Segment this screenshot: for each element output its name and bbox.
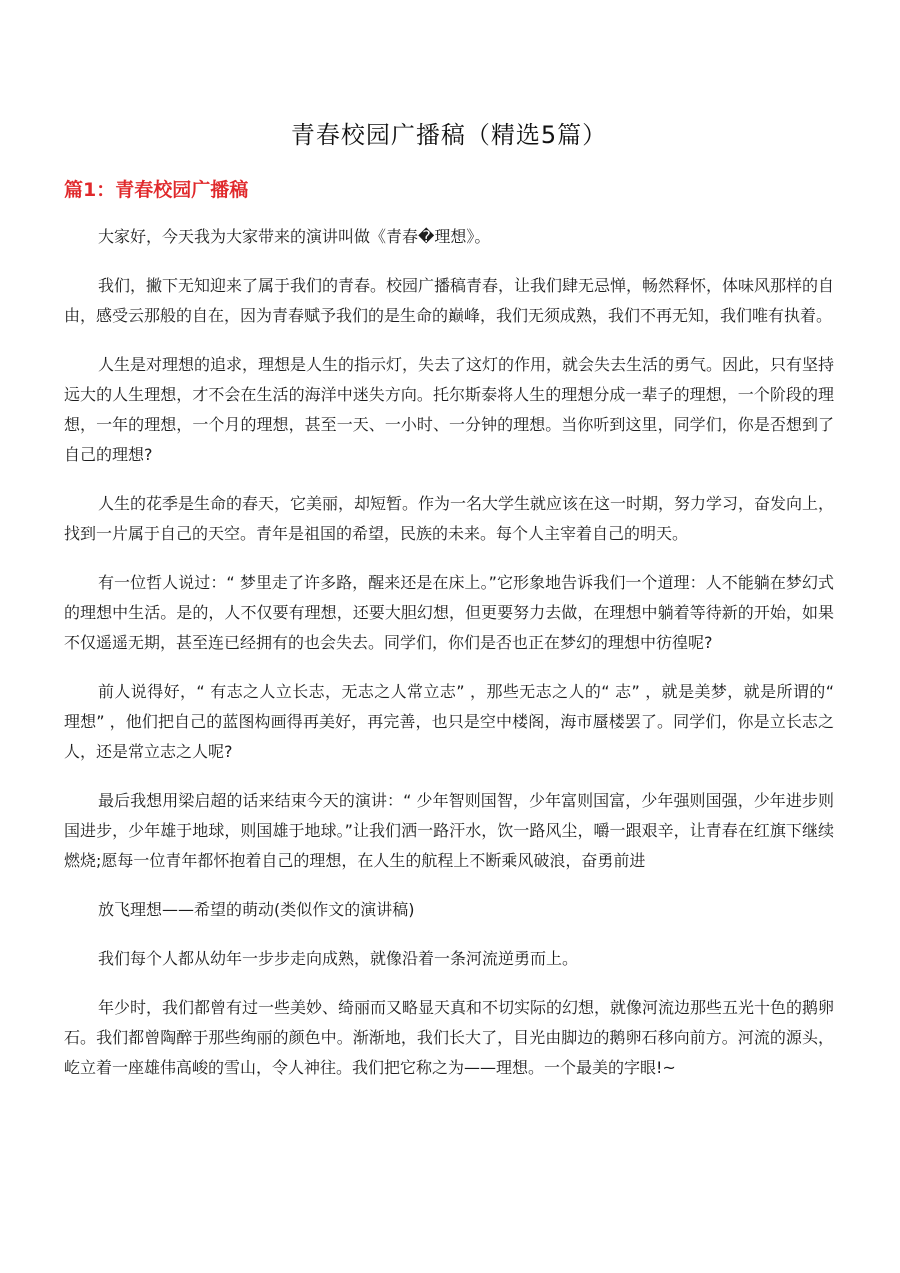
paragraph-ideal-pursuit: 人生是对理想的追求，理想是人生的指示灯，失去了这灯的作用，就会失去生活的勇气。因此，只有坚持远大的人生理想，才不会在生活的海洋中迷失方向。托尔斯泰将人生的理想分成一辈子的理想，一个阶段的理想，一年的理想，一个月的理想，甚至一天、一小时、一分钟的理想。当你听到这里，同学们，你是否想到了自己的理想?: [64, 355, 835, 464]
paragraph-liang-qichao: 最后我想用梁启超的话来结束今天的演讲：“ 少年智则国智，少年富则国富，少年强则国强，少年进步则国进步，少年雄于地球，则国雄于地球。”让我们洒一路汗水，饮一路风尘，嚼一跟艰辛，让青春在红旗下继续燃烧;愿每一位青年都怀抱着自己的理想，在人生的航程上不断乘风破浪，奋勇前进: [64, 791, 834, 870]
paragraph-pebbles: 年少时，我们都曾有过一些美妙、绮丽而又略显天真和不切实际的幻想，就像河流边那些五光十色的鹅卵石。我们都曾陶醉于那些绚丽的颜色中。渐渐地，我们长大了，目光由脚边的鹅卵石移向前方。河流的源头，屹立着一座雄伟高峻的雪山，令人神往。我们把它称之为——理想。一个最美的字眼!~: [64, 998, 835, 1077]
section-heading: 篇1：青春校园广播稿: [64, 179, 249, 201]
paragraph-greeting: 大家好，今天我为大家带来的演讲叫做《青春�理想》。: [98, 227, 491, 246]
paragraph-youth: 我们，撇下无知迎来了属于我们的青春。校园广播稿青春，让我们肆无忌惮，畅然释怀，体味风那样的自由，感受云那般的自在，因为青春赋予我们的是生命的巅峰，我们无须成熟，我们不再无知，我们唯有执着。: [64, 276, 835, 325]
document-title: 青春校园广播稿（精选5篇）: [290, 121, 608, 149]
paragraph-subtitle: 放飞理想——希望的萌动(类似作文的演讲稿): [98, 900, 415, 919]
paragraph-philosopher-quote: 有一位哲人说过：“ 梦里走了许多路，醒来还是在床上。”它形象地告诉我们一个道理：人不能躺在梦幻式的理想中生活。是的，人不仅要有理想，还要大胆幻想，但更要努力去做，在理想中躺着等待新的开始，如果不仅遥遥无期，甚至连已经拥有的也会失去。同学们，你们是否也正在梦幻的理想中彷徨呢?: [64, 573, 834, 652]
paragraph-spring-of-life: 人生的花季是生命的春天，它美丽，却短暂。作为一名大学生就应该在这一时期，努力学习，奋发向上，找到一片属于自己的天空。青年是祖国的希望，民族的未来。每个人主宰着自己的明天。: [64, 494, 835, 543]
paragraph-long-ambition: 前人说得好，“ 有志之人立长志，无志之人常立志” ，那些无志之人的“ 志” ，就是美梦，就是所谓的“ 理想” ，他们把自己的蓝图构画得再美好，再完善，也只是空中楼阁，海市蜃楼罢了。同学们，你是立长志之人，还是常立志之人呢?: [64, 682, 834, 761]
paragraph-growing-up: 我们每个人都从幼年一步步走向成熟，就像沿着一条河流逆勇而上。: [98, 949, 579, 968]
